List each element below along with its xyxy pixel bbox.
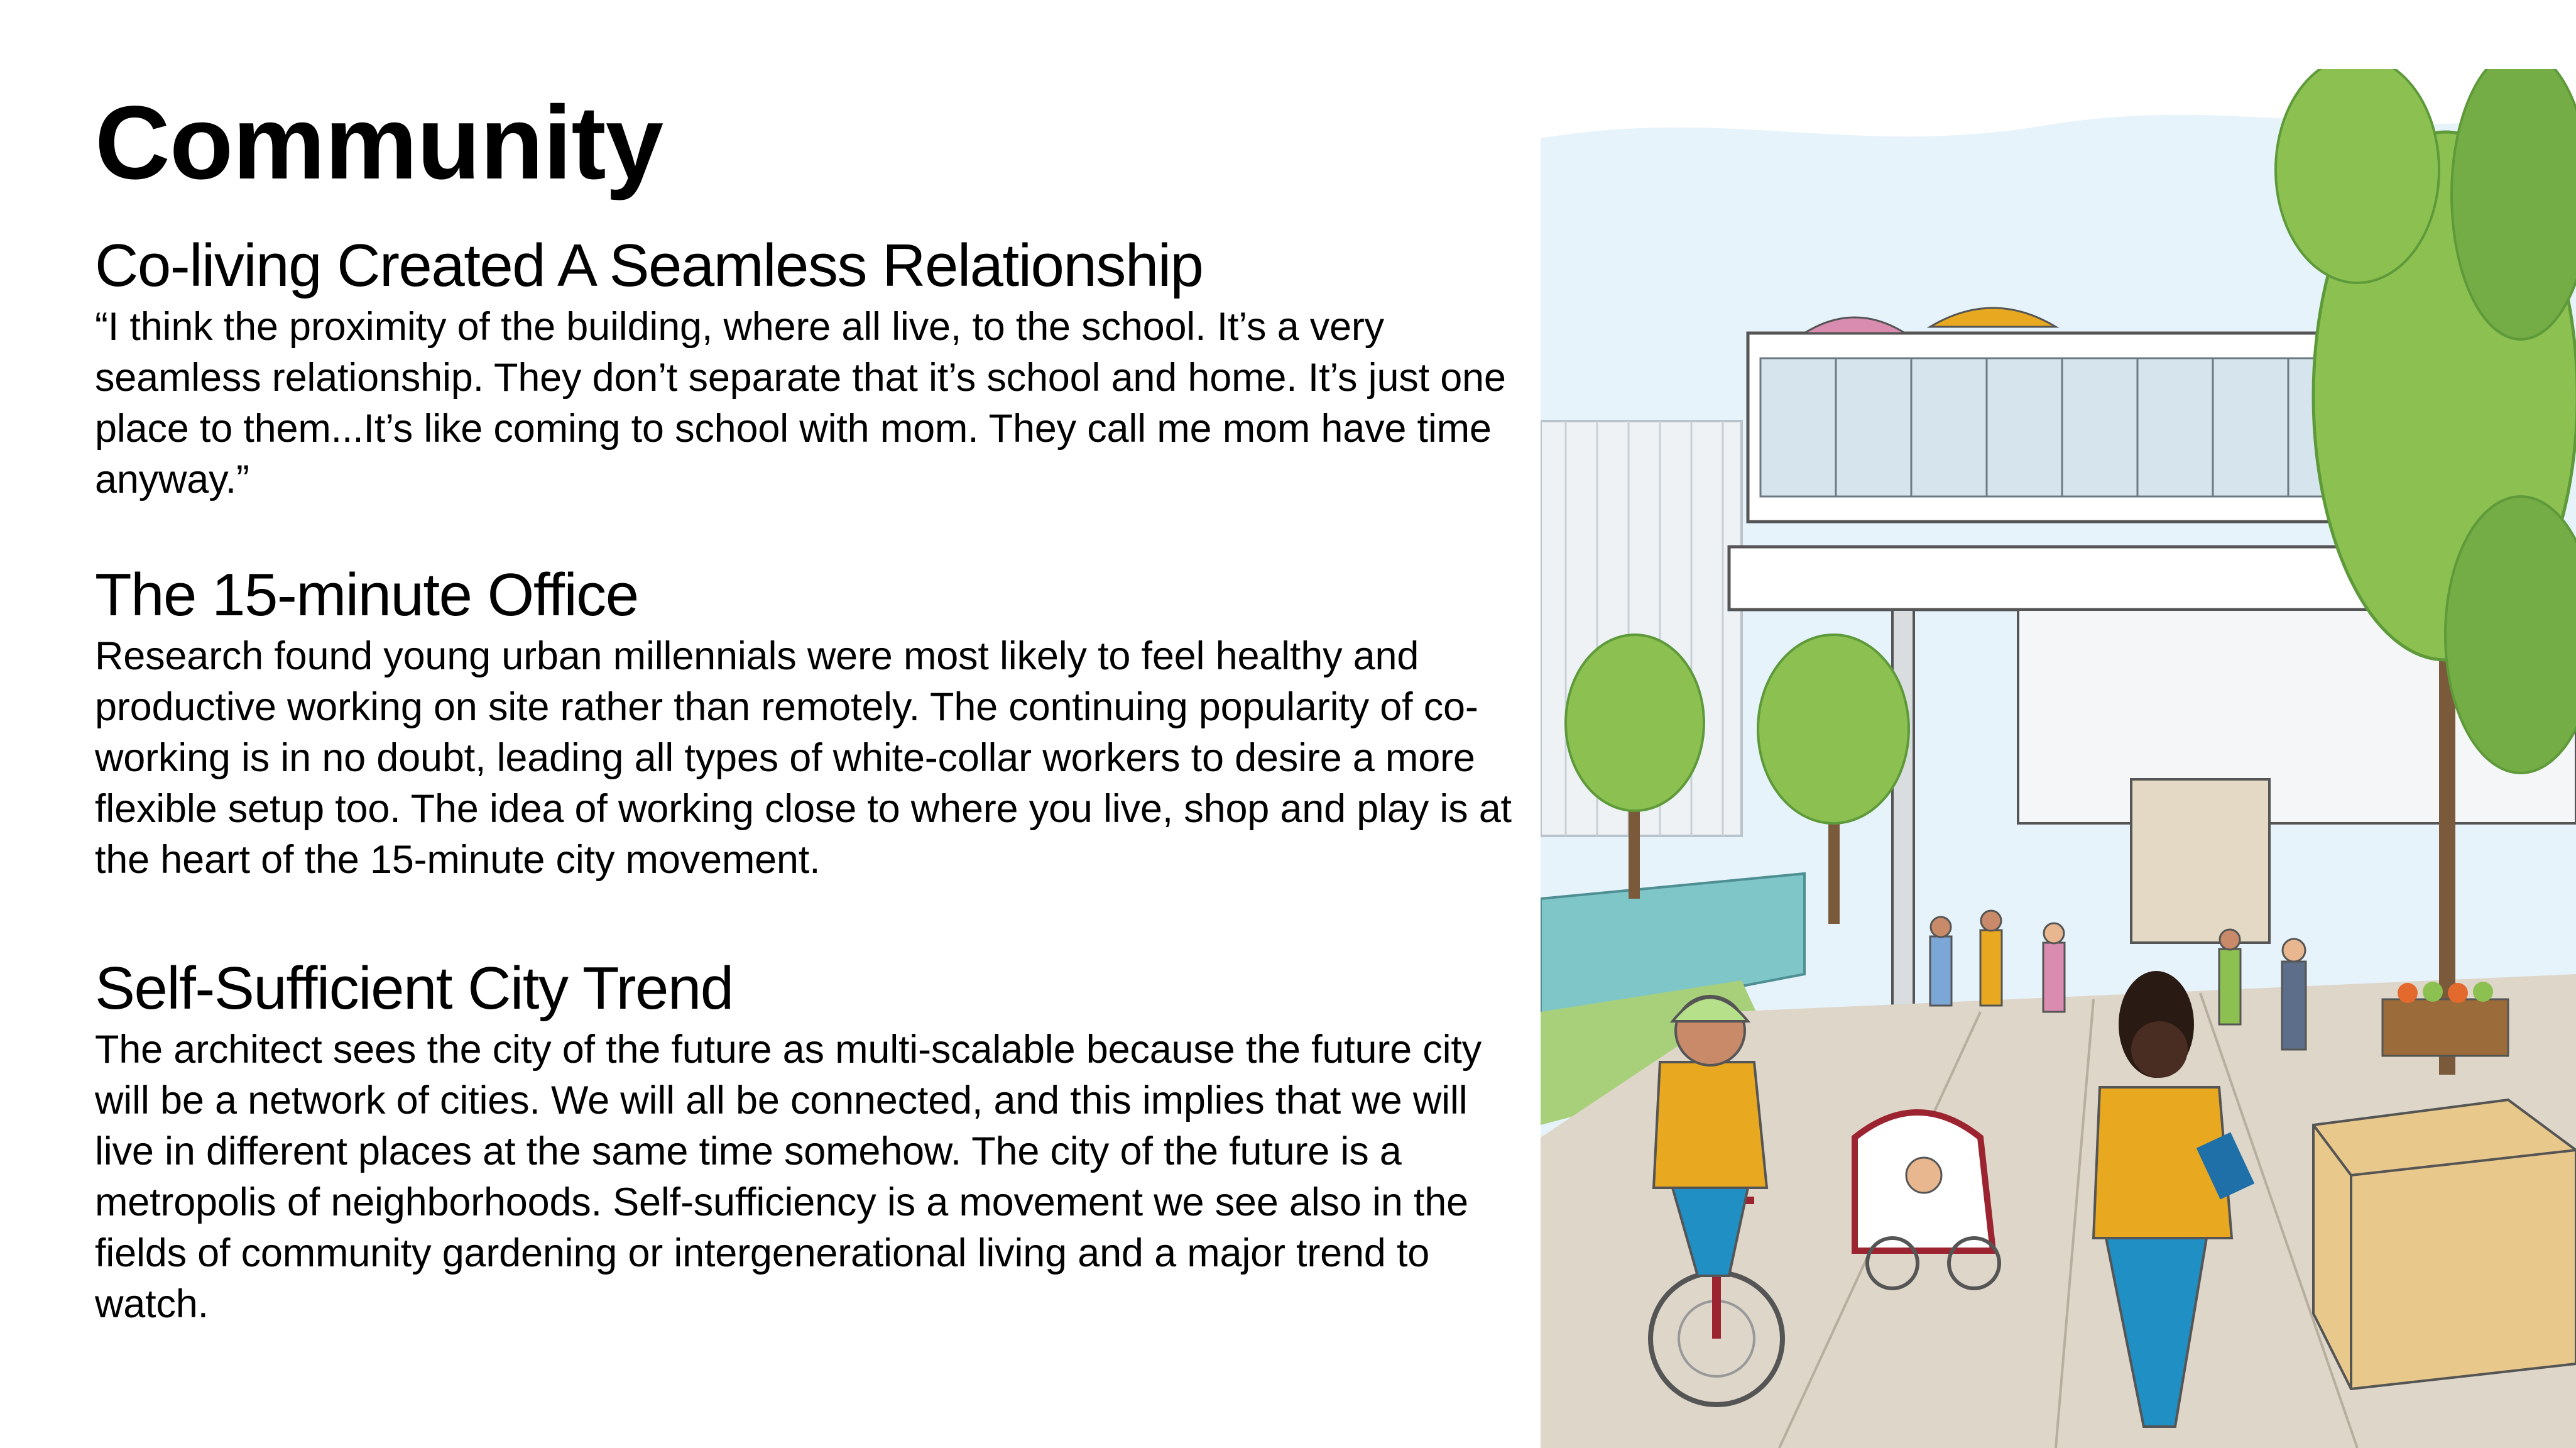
page-title: Community: [95, 85, 663, 201]
section-body: Research found young urban millennials were most likely to feel healthy and productive working on site rather than remotely. The continuing popularity of co-working is in no doubt, leading all types of white-collar workers to desire a more flexible setup too. The idea of working close to where you live, shop and play is at the heart of the 15-minute city movement.: [95, 634, 1512, 882]
section-heading: Co-living Created A Seamless Relationship: [95, 232, 1203, 299]
illustration-canvas: [1541, 69, 2576, 1448]
section-15-minute-office: [95, 561, 1515, 886]
section-body: “I think the proximity of the building, where all live, to the school. It’s a very seamless relationship. They don’t separate that it’s school and home. It’s just one place to them...It’s like coming to school with mom. They call me mom have time anyway.”: [95, 305, 1506, 502]
section-coliving: [95, 231, 1515, 505]
section-self-sufficient: [95, 954, 1515, 1330]
section-heading: Self-Sufficient City Trend: [95, 955, 733, 1022]
building-entrance: [2131, 779, 2269, 943]
section-body: The architect sees the city of the future as multi-scalable because the future city will be a network of cities. We will all be connected, and this implies that we will live in different places at the same time somehow. The city of the future is a metropolis of neighborhoods. Self-sufficiency is a movement we see also in the fields of community gardening or intergenerational living and a major trend to watch.: [95, 1028, 1482, 1327]
wooden-crate: [2313, 1100, 2576, 1389]
street-scene-illustration: [1541, 69, 2576, 1448]
section-heading: The 15-minute Office: [95, 561, 638, 628]
